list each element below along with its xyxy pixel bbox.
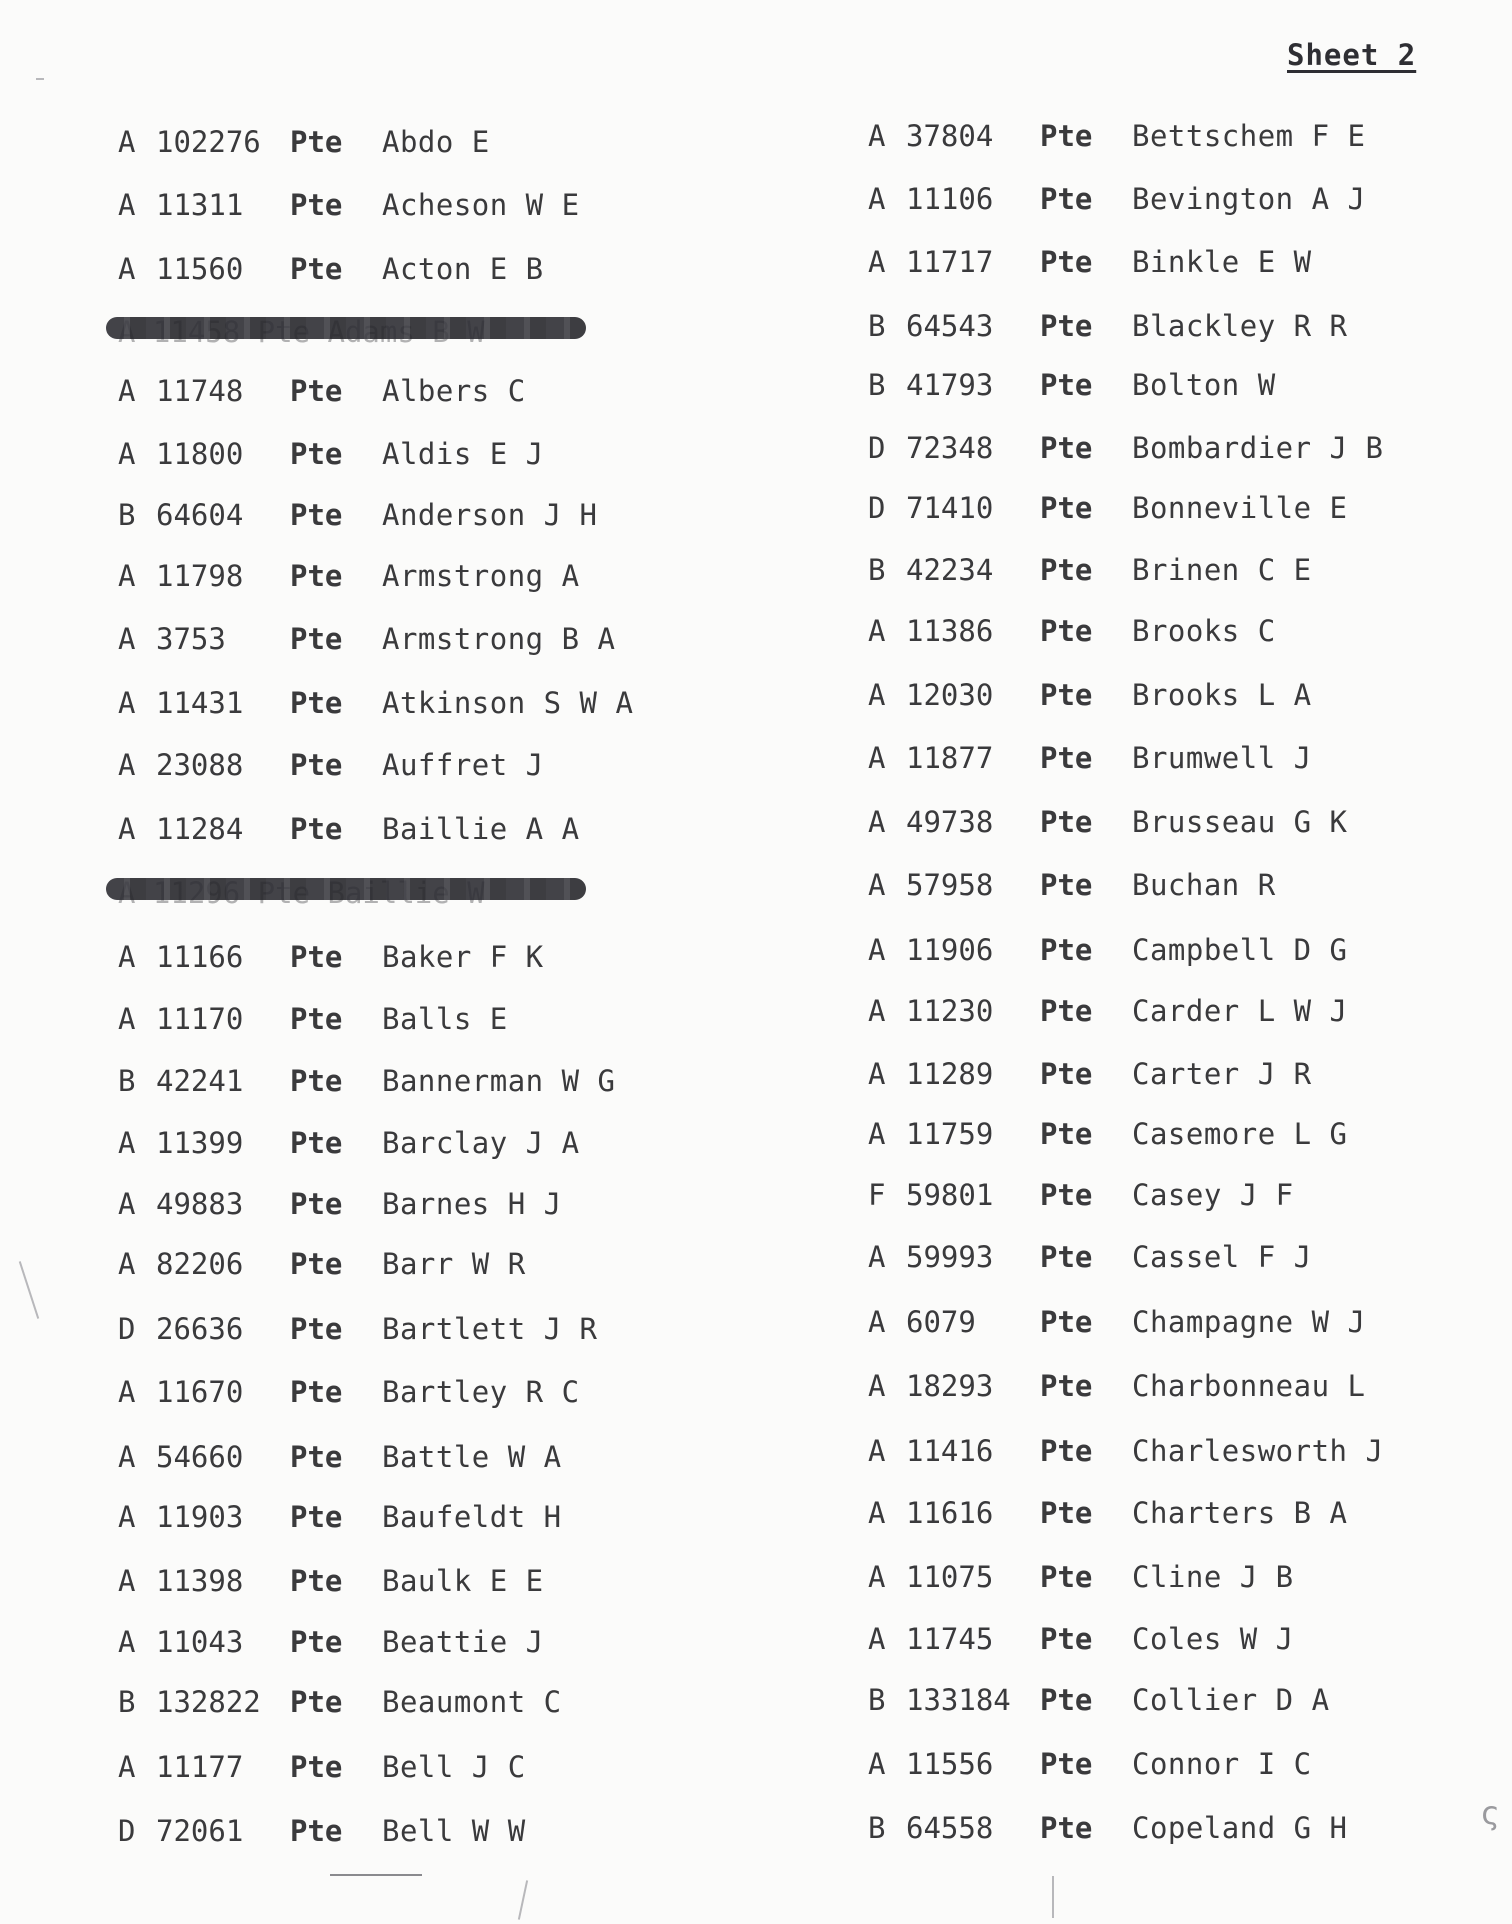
entry-prefix: A [868,182,886,216]
entry-prefix: A [868,1305,886,1339]
service-number: 11906 [906,933,994,967]
soldier-name: Buchan R [1132,868,1276,902]
struck-entry [118,876,758,916]
soldier-name: Barr W R [382,1247,526,1281]
service-number: 26636 [156,1312,244,1346]
service-number: 11745 [906,1622,994,1656]
roster-entry [118,686,758,726]
rank: Pte [290,1002,343,1036]
service-number: 18293 [906,1369,994,1403]
soldier-name: Carter J R [1132,1057,1312,1091]
soldier-name: Bannerman W G [382,1064,616,1098]
roster-entry [868,1117,1508,1157]
service-number: 11311 [156,188,244,222]
soldier-name: Barnes H J [382,1187,562,1221]
entry-prefix: A [868,1057,886,1091]
rank: Pte [290,622,343,656]
rank: Pte [1040,1369,1093,1403]
rank: Pte [290,1375,343,1409]
soldier-name: Acton E B [382,252,544,286]
soldier-name: Brooks L A [1132,678,1312,712]
soldier-name: Brooks C [1132,614,1276,648]
roster-entry [118,559,758,599]
strikethrough-scribble [106,317,586,339]
roster-entry [118,1564,758,1604]
soldier-name: Auffret J [382,748,544,782]
service-number: 11416 [906,1434,994,1468]
rank: Pte [1040,994,1093,1028]
rank: Pte [290,748,343,782]
roster-entry [118,622,758,662]
service-number: 72348 [906,431,994,465]
soldier-name: Balls E [382,1002,508,1036]
roster-entry [868,1305,1508,1345]
roster-entry [118,437,758,477]
rank: Pte [1040,1178,1093,1212]
paper-speck [19,1261,39,1319]
rank: Pte [1040,553,1093,587]
entry-prefix: D [118,1312,136,1346]
service-number: 37804 [906,119,994,153]
entry-prefix: B [118,498,136,532]
rank: Pte [1040,1811,1093,1845]
entry-prefix: D [118,1814,136,1848]
rank: Pte [290,940,343,974]
entry-prefix: A [118,748,136,782]
rank: Pte [290,686,343,720]
service-number: 11759 [906,1117,994,1151]
roster-entry [118,125,758,165]
roster-entry [868,868,1508,908]
roster-entry [118,374,758,414]
service-number: 11289 [906,1057,994,1091]
service-number: 11903 [156,1500,244,1534]
rank: Pte [1040,431,1093,465]
service-number: 57958 [906,868,994,902]
roster-entry [118,498,758,538]
roster-entry [118,940,758,980]
entry-prefix: B [868,368,886,402]
rank: Pte [1040,933,1093,967]
service-number: 6079 [906,1305,976,1339]
soldier-name: Casemore L G [1132,1117,1348,1151]
service-number: 11177 [156,1750,244,1784]
soldier-name: Barclay J A [382,1126,580,1160]
soldier-name: Bell W W [382,1814,526,1848]
roster-entry [868,182,1508,222]
rank: Pte [1040,1683,1093,1717]
rank: Pte [290,1440,343,1474]
service-number: 42241 [156,1064,244,1098]
entry-prefix: A [118,1247,136,1281]
entry-prefix: A [868,1369,886,1403]
soldier-name: Bettschem F E [1132,119,1366,153]
soldier-name: Bartley R C [382,1375,580,1409]
service-number: 12030 [906,678,994,712]
soldier-name: Brusseau G K [1132,805,1348,839]
entry-prefix: A [868,678,886,712]
service-number: 49738 [906,805,994,839]
entry-prefix: A [118,622,136,656]
rank: Pte [290,1500,343,1534]
roster-entry [118,1002,758,1042]
service-number: 82206 [156,1247,244,1281]
entry-prefix: A [868,1240,886,1274]
roster-entry [868,678,1508,718]
rank: Pte [290,498,343,532]
soldier-name: Beaumont C [382,1685,562,1719]
entry-prefix: A [868,1496,886,1530]
rank: Pte [290,1814,343,1848]
roster-entry [118,1750,758,1790]
roster-entry [868,994,1508,1034]
soldier-name: Cassel F J [1132,1240,1312,1274]
soldier-name: Abdo E [382,125,490,159]
entry-prefix: A [868,1560,886,1594]
soldier-name: Atkinson S W A [382,686,634,720]
soldier-name: Carder L W J [1132,994,1348,1028]
soldier-name: Casey J F [1132,1178,1294,1212]
roster-entry [868,553,1508,593]
soldier-name: Aldis E J [382,437,544,471]
entry-prefix: A [868,1747,886,1781]
roster-entry [868,1240,1508,1280]
rank: Pte [1040,1434,1093,1468]
soldier-name: Bolton W [1132,368,1276,402]
bottom-dash-mark [330,1874,422,1876]
roster-entry [118,1500,758,1540]
roster-entry [118,748,758,788]
rank: Pte [1040,245,1093,279]
entry-prefix: A [118,940,136,974]
soldier-name: Copeland G H [1132,1811,1348,1845]
struck-entry [118,315,758,355]
entry-prefix: B [118,1064,136,1098]
soldier-name: Bell J C [382,1750,526,1784]
entry-prefix: A [868,1622,886,1656]
roster-entry [868,245,1508,285]
roster-entry [868,805,1508,845]
rank: Pte [290,1625,343,1659]
service-number: 11043 [156,1625,244,1659]
roster-entry [868,368,1508,408]
entry-prefix: A [118,1375,136,1409]
entry-prefix: B [868,1811,886,1845]
entry-prefix: A [868,245,886,279]
roster-entry [118,812,758,852]
service-number: 11106 [906,182,994,216]
rank: Pte [1040,1622,1093,1656]
entry-prefix: B [118,1685,136,1719]
soldier-name: Armstrong B A [382,622,616,656]
entry-prefix: A [118,437,136,471]
service-number: 72061 [156,1814,244,1848]
rank: Pte [290,812,343,846]
roster-entry [118,252,758,292]
roster-entry [868,1178,1508,1218]
soldier-name: Bonneville E [1132,491,1348,525]
entry-prefix: A [118,1750,136,1784]
roster-entry [868,1369,1508,1409]
soldier-name: Champagne W J [1132,1305,1366,1339]
entry-prefix: D [868,491,886,525]
soldier-name: Campbell D G [1132,933,1348,967]
margin-pencil-mark: ς [1480,1794,1500,1832]
roster-entry [868,1747,1508,1787]
service-number: 59801 [906,1178,994,1212]
rank: Pte [1040,119,1093,153]
service-number: 11075 [906,1560,994,1594]
service-number: 64604 [156,498,244,532]
service-number: 42234 [906,553,994,587]
soldier-name: Charbonneau L [1132,1369,1366,1403]
soldier-name: Bartlett J R [382,1312,598,1346]
rank: Pte [1040,309,1093,343]
service-number: 11230 [906,994,994,1028]
service-number: 11556 [906,1747,994,1781]
rank: Pte [1040,182,1093,216]
paper-speck [518,1880,528,1920]
roster-entry [118,1625,758,1665]
entry-prefix: A [868,868,886,902]
service-number: 11800 [156,437,244,471]
entry-prefix: A [868,1117,886,1151]
service-number: 11431 [156,686,244,720]
roster-entry [868,614,1508,654]
rank: Pte [290,1312,343,1346]
rank: Pte [1040,741,1093,775]
entry-prefix: A [868,933,886,967]
soldier-name: Coles W J [1132,1622,1294,1656]
service-number: 11748 [156,374,244,408]
service-number: 11399 [156,1126,244,1160]
service-number: 71410 [906,491,994,525]
rank: Pte [1040,868,1093,902]
entry-prefix: A [868,614,886,648]
service-number: 41793 [906,368,994,402]
rank: Pte [290,1685,343,1719]
service-number: 49883 [156,1187,244,1221]
roster-entry [868,431,1508,471]
roster-entry [118,1312,758,1352]
rank: Pte [1040,614,1093,648]
rank: Pte [290,252,343,286]
entry-prefix: A [118,1187,136,1221]
service-number: 102276 [156,125,261,159]
strikethrough-scribble [106,878,586,900]
service-number: 64543 [906,309,994,343]
roster-entry [868,309,1508,349]
rank: Pte [290,1187,343,1221]
paper-speck [1052,1876,1054,1918]
soldier-name: Baker F K [382,940,544,974]
entry-prefix: A [868,805,886,839]
rank: Pte [1040,1240,1093,1274]
roster-entry [868,1622,1508,1662]
service-number: 23088 [156,748,244,782]
roster-entry [868,119,1508,159]
service-number: 11717 [906,245,994,279]
service-number: 54660 [156,1440,244,1474]
service-number: 11798 [156,559,244,593]
roster-entry [868,491,1508,531]
entry-prefix: A [118,1500,136,1534]
soldier-name: Armstrong A [382,559,580,593]
roster-entry [118,1247,758,1287]
rank: Pte [1040,1496,1093,1530]
service-number: 11616 [906,1496,994,1530]
roster-entry [868,1811,1508,1851]
entry-prefix: A [118,812,136,846]
soldier-name: Brumwell J [1132,741,1312,775]
soldier-name: Charlesworth J [1132,1434,1384,1468]
rank: Pte [290,374,343,408]
service-number: 59993 [906,1240,994,1274]
rank: Pte [1040,491,1093,525]
entry-prefix: A [118,1126,136,1160]
soldier-name: Collier D A [1132,1683,1330,1717]
entry-prefix: A [118,686,136,720]
soldier-name: Acheson W E [382,188,580,222]
rank: Pte [290,1564,343,1598]
rank: Pte [1040,1560,1093,1594]
soldier-name: Anderson J H [382,498,598,532]
paper-speck [36,78,44,80]
roster-entry [118,1126,758,1166]
soldier-name: Baillie A A [382,812,580,846]
rank: Pte [1040,1747,1093,1781]
service-number: 11560 [156,252,244,286]
entry-prefix: F [868,1178,886,1212]
entry-prefix: A [868,119,886,153]
roster-entry [118,1814,758,1854]
sheet-label: Sheet 2 [1287,38,1417,72]
entry-prefix: A [868,994,886,1028]
entry-prefix: A [118,1002,136,1036]
roster-entry [868,1560,1508,1600]
service-number: 11284 [156,812,244,846]
rank: Pte [1040,805,1093,839]
soldier-name: Baulk E E [382,1564,544,1598]
soldier-name: Bevington A J [1132,182,1366,216]
entry-prefix: A [868,1434,886,1468]
soldier-name: Beattie J [382,1625,544,1659]
entry-prefix: A [118,559,136,593]
service-number: 11877 [906,741,994,775]
roster-entry [868,1434,1508,1474]
roster-entry [868,933,1508,973]
soldier-name: Albers C [382,374,526,408]
rank: Pte [290,1247,343,1281]
soldier-name: Bombardier J B [1132,431,1384,465]
entry-prefix: D [868,431,886,465]
soldier-name: Charters B A [1132,1496,1348,1530]
rank: Pte [290,1126,343,1160]
entry-prefix: A [118,125,136,159]
rank: Pte [1040,1057,1093,1091]
roster-entry [118,1440,758,1480]
rank: Pte [290,559,343,593]
entry-prefix: A [118,374,136,408]
rank: Pte [290,125,343,159]
soldier-name: Brinen C E [1132,553,1312,587]
entry-prefix: A [118,252,136,286]
roster-entry [868,1496,1508,1536]
entry-prefix: B [868,1683,886,1717]
soldier-name: Connor I C [1132,1747,1312,1781]
roster-entry [118,1064,758,1104]
service-number: 11386 [906,614,994,648]
entry-prefix: B [868,309,886,343]
entry-prefix: A [118,188,136,222]
roster-entry [868,1683,1508,1723]
rank: Pte [290,1064,343,1098]
service-number: 11166 [156,940,244,974]
service-number: 133184 [906,1683,1011,1717]
service-number: 132822 [156,1685,261,1719]
rank: Pte [290,437,343,471]
roster-entry [118,188,758,228]
soldier-name: Battle W A [382,1440,562,1474]
roster-entry [868,1057,1508,1097]
rank: Pte [1040,368,1093,402]
rank: Pte [1040,678,1093,712]
rank: Pte [1040,1305,1093,1339]
entry-prefix: A [118,1440,136,1474]
roster-entry [118,1685,758,1725]
entry-prefix: A [868,741,886,775]
rank: Pte [1040,1117,1093,1151]
soldier-name: Cline J B [1132,1560,1294,1594]
roster-entry [118,1375,758,1415]
rank: Pte [290,188,343,222]
service-number: 64558 [906,1811,994,1845]
roster-entry [118,1187,758,1227]
entry-prefix: A [118,1625,136,1659]
service-number: 3753 [156,622,226,656]
entry-prefix: B [868,553,886,587]
entry-prefix: A [118,1564,136,1598]
roster-entry [868,741,1508,781]
service-number: 11398 [156,1564,244,1598]
soldier-name: Baufeldt H [382,1500,562,1534]
rank: Pte [290,1750,343,1784]
service-number: 11170 [156,1002,244,1036]
soldier-name: Blackley R R [1132,309,1348,343]
soldier-name: Binkle E W [1132,245,1312,279]
service-number: 11670 [156,1375,244,1409]
